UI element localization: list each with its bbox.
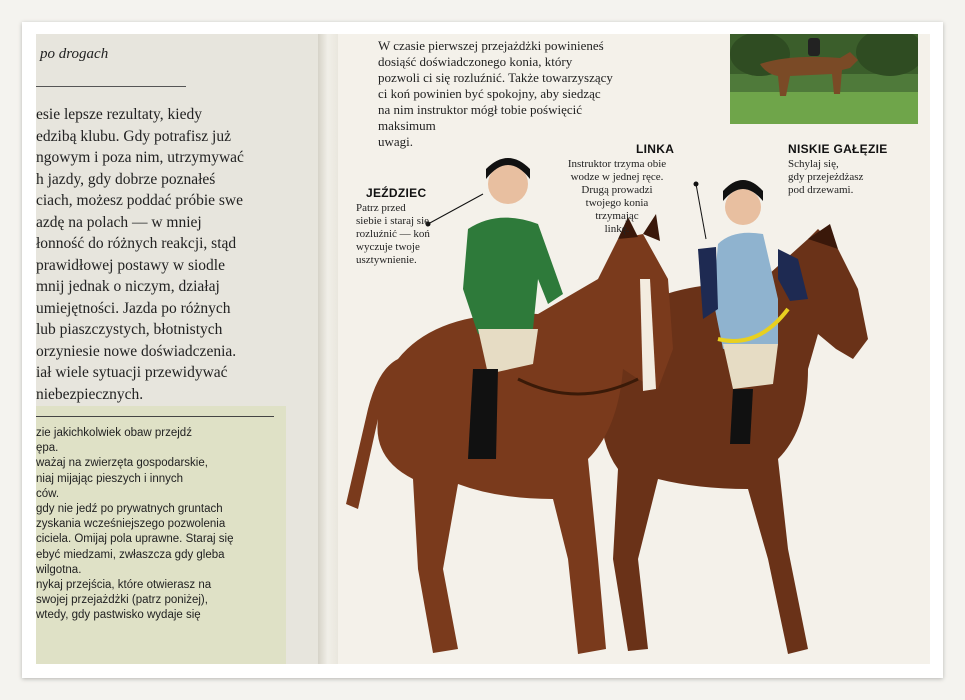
intro-line: uwagi.: [378, 134, 414, 149]
tip-line: zie jakichkolwiek obaw przejdź: [36, 427, 192, 439]
rein-label-title: LINKA: [636, 142, 675, 156]
branch-caption-line: gdy przejeżdżasz: [788, 171, 864, 183]
tips-text: [36, 426, 286, 624]
branch-caption-line: pod drzewami.: [788, 184, 854, 196]
body-line: edzibą klubu. Gdy potrafisz już: [36, 127, 231, 145]
rider-label-title: JEŹDZIEC: [366, 186, 427, 200]
rein-caption: [552, 158, 682, 236]
intro-line: ci koń powinien być spokojny, aby siedząc: [378, 86, 601, 101]
body-line: iał wiele sytuacji przewidywać: [36, 364, 228, 381]
rider-caption-line: rozluźnić — koń: [356, 228, 430, 240]
body-line: ngowym i poza nim, utrzymywać: [36, 149, 244, 166]
intro-line: maksimum: [378, 118, 436, 133]
body-line: prawidłowej postawy w siodle: [36, 256, 225, 274]
tip-line: wilgotna.: [36, 563, 82, 576]
body-line: h jazdy, gdy dobrze poznałeś: [36, 170, 216, 188]
tip-line: zyskania wcześniejszego pozwolenia: [36, 518, 226, 531]
rider-caption: [356, 202, 430, 267]
tip-line: niaj mijając pieszych i innych: [36, 472, 184, 485]
tip-line: gdy nie jedź po prywatnych gruntach: [36, 503, 223, 516]
branch-caption: [788, 158, 863, 197]
box-rule: [36, 416, 274, 417]
rein-caption-line: wodze w jednej ręce.: [570, 171, 664, 183]
book-gutter: [318, 34, 340, 664]
section-heading: po drogach: [40, 46, 109, 62]
tip-line: wtedy, gdy pastwisko wydaje się: [36, 609, 201, 622]
intro-line: na nim instruktor mógł tobie poświęcić: [378, 102, 582, 117]
body-line: umiejętności. Jazda po różnych: [36, 299, 231, 317]
rein-caption-line: Instruktor trzyma obie: [567, 158, 667, 170]
tip-line: ciciela. Omijaj pola uprawne. Staraj się: [36, 533, 234, 546]
body-line: orzyniesie nowe doświadczenia.: [36, 342, 237, 360]
rein-caption-line: twojego konia: [585, 197, 649, 209]
body-line: niebezpiecznych.: [36, 385, 144, 403]
intro-line: W czasie pierwszej przejażdżki powinieneś: [378, 38, 604, 53]
tip-line: ępa.: [36, 442, 59, 455]
branch-caption-line: Schylaj się,: [788, 158, 839, 170]
tip-line: ców.: [36, 487, 60, 500]
tips-box: [36, 406, 286, 664]
body-line: esie lepsze rezultaty, kiedy: [36, 106, 202, 123]
tip-line: ważaj na zwierzęta gospodarskie,: [36, 457, 208, 470]
body-line: łonność do różnych reakcji, stąd: [36, 235, 237, 252]
heading-rule: [36, 86, 186, 87]
body-line: mnij jednak o niczym, działaj: [36, 278, 220, 295]
intro-line: dosiąść doświadczonego konia, który: [378, 54, 573, 69]
tip-line: swojej przejażdżki (patrz poniżej),: [36, 594, 208, 607]
rider-caption-line: wyczuje twoje: [356, 241, 420, 253]
intro-line: pozwoli ci się rozluźnić. Także towarzyszący: [378, 70, 613, 85]
rein-caption-line: trzymając: [595, 210, 639, 222]
body-line: lub piaszczystych, błotnistych: [36, 321, 223, 338]
left-page: [36, 34, 326, 664]
branch-label-title: NISKIE GAŁĘZIE: [788, 142, 888, 156]
body-line: ciach, możesz poddać próbie swe: [36, 192, 244, 209]
body-line: azdę na polach — w mniej: [36, 213, 202, 231]
rider-caption-line: usztywnienie.: [356, 254, 417, 266]
tip-line: nykaj przejścia, które otwierasz na: [36, 579, 212, 592]
rein-caption-line: linkę.: [604, 223, 630, 235]
right-page: [338, 34, 930, 664]
tip-line: ebyć miedzami, zwłaszcza gdy gleba: [36, 548, 225, 561]
rein-caption-line: Drugą prowadzi: [581, 184, 653, 196]
body-text: [36, 104, 326, 405]
field-photo: [730, 34, 918, 124]
rider-caption-line: siebie i staraj się: [356, 215, 430, 227]
rider-caption-line: Patrz przed: [356, 202, 406, 214]
